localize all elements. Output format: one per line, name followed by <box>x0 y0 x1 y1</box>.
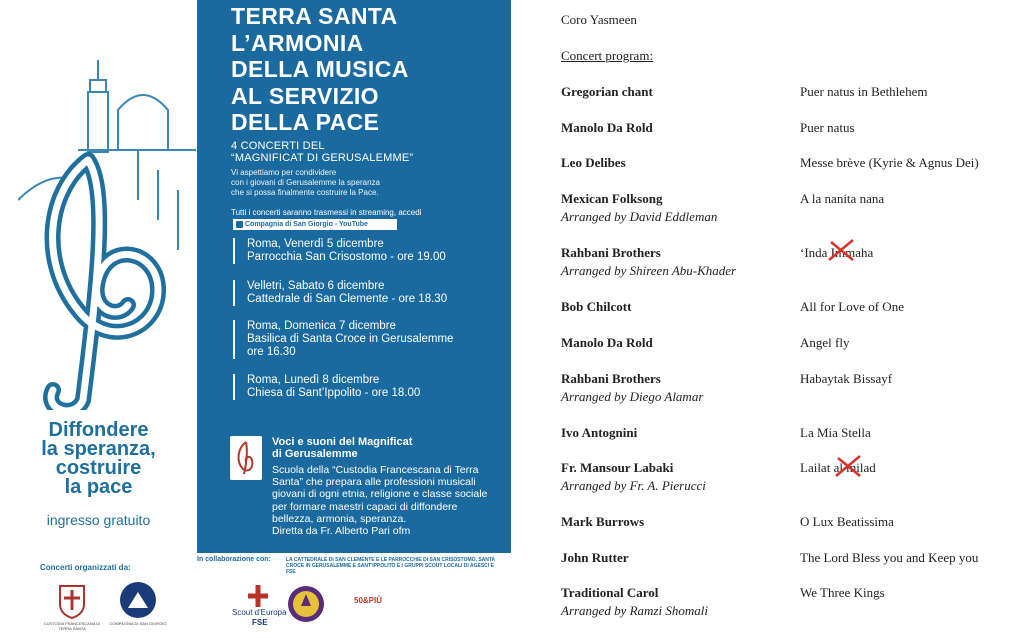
poster-title: TERRA SANTA L’ARMONIA DELLA MUSICA AL SERVIZIO DELLA PACE <box>231 3 409 135</box>
program-piece: Angel fly <box>800 335 850 350</box>
program-piece: The Lord Bless you and Keep you <box>800 550 979 565</box>
scout-label: Scout d'Europa <box>232 608 287 617</box>
event-item: Roma, Lunedì 8 dicembre Chiesa di Sant’Ippolito - ore 18.00 <box>233 374 420 400</box>
handwritten-strike-mark <box>826 238 856 262</box>
program-composer: Gregorian chant <box>561 84 653 99</box>
program-piece: O Lux Beatissima <box>800 514 894 529</box>
program-piece: A la nanita nana <box>800 191 885 206</box>
program-composer: Fr. Mansour Labaki <box>561 460 674 475</box>
fifty-piu-logo: 50&PIÙ <box>354 596 383 605</box>
program-arranger: Arranged by Ramzi Shomali <box>561 603 708 618</box>
program-composer: Rahbani Brothers <box>561 245 661 260</box>
program-composer: Bob Chilcott <box>561 299 632 314</box>
scout-cross-logo <box>246 585 270 607</box>
collab-text: LA CATTEDRALE DI SAN CLEMENTE E LE PARROCCHIE DI SAN CRISOSTOMO, SANTA CROCE IN GERUSALEMME E SANT'IPPOLITO E I GRUPPI SCOUT LOCALI DI AGESCI E FSE <box>286 557 496 575</box>
organizers-label: Concerti organizzati da: <box>40 563 131 572</box>
program-composer: Rahbani Brothers <box>561 371 661 386</box>
event-item: Roma, Domenica 7 dicembre Basilica di Santa Croce in Gerusalemme ore 16.30 <box>233 320 453 359</box>
jerusalem-treble-clef-illustration <box>18 50 196 410</box>
poster-left-strip <box>0 0 197 638</box>
program-composer: Manolo Da Rold <box>561 120 653 135</box>
program-composer: Mexican Folksong <box>561 191 663 206</box>
program-composer: Ivo Antognini <box>561 425 638 440</box>
agesci-logo <box>286 584 326 624</box>
program-piece: Messe brève (Kyrie & Agnus Dei) <box>800 155 979 170</box>
custodia-crest-logo <box>52 580 92 620</box>
program-piece: Lailat al milad <box>800 460 876 475</box>
event-panel <box>197 0 511 553</box>
program-piece: Puer natus <box>800 120 855 135</box>
youtube-channel-link[interactable]: Compagnia di San Giorgio - YouTube <box>233 219 397 230</box>
program-piece: All for Love of One <box>800 299 904 314</box>
program-piece: Habaytak Bissayf <box>800 371 893 386</box>
play-icon <box>236 221 243 228</box>
free-entry: ingresso gratuito <box>46 512 151 528</box>
program-piece: ‘Inda Immaha <box>800 245 874 260</box>
streaming-note: Tutti i concerti saranno trasmessi in streaming, accedi <box>231 208 422 217</box>
program-composer: Traditional Carol <box>561 585 659 600</box>
choir-name: Coro Yasmeen <box>561 12 637 27</box>
program-composer: Mark Burrows <box>561 514 645 529</box>
concerts-subtitle: 4 CONCERTI DEL “MAGNIFICAT DI GERUSALEMME” <box>231 140 414 164</box>
fse-label: FSE <box>252 618 268 627</box>
invite-text: Vi aspettiamo per condividere con i giovani di Gerusalemme la speranza che si possa finalmente costruire la Pace. <box>231 168 380 197</box>
program-piece: La Mia Stella <box>800 425 871 440</box>
collab-label: In collaborazione con: <box>197 556 271 563</box>
compagnia-san-giorgio-logo <box>118 580 158 620</box>
program-arranger: Arranged by Shireen Abu-Khader <box>561 263 737 278</box>
program-arranger: Arranged by Fr. A. Pierucci <box>561 478 706 493</box>
program-arranger: Arranged by Diego Alamar <box>561 389 704 404</box>
voci-description: Scuola della “Custodia Francescana di Terra Santa” che prepara alle professioni musicali giovani di ogni etnia, religione e classe sociale per formare maestri capaci di diffondere bellezza, armonia, speranza. Diretta da Fr. Alberto Pari ofm <box>272 464 488 538</box>
voci-title: Voci e suoni del Magnificat di Gerusalemme <box>272 436 413 460</box>
program-composer: Manolo Da Rold <box>561 335 653 350</box>
event-item: Roma, Venerdì 5 dicembre Parrocchia San Crisostomo - ore 19.00 <box>233 238 446 264</box>
program-piece: Puer natus in Bethlehem <box>800 84 928 99</box>
handwritten-strike-mark <box>833 454 863 478</box>
program-composer: Leo Delibes <box>561 155 626 170</box>
org2-caption: COMPAGNIA DI SAN GIORGIO <box>109 621 167 626</box>
magnificat-logo <box>230 436 262 480</box>
program-heading: Concert program: <box>561 48 654 63</box>
org1-caption: CUSTODIA FRANCESCANA DI TERRA SANTA <box>43 621 101 631</box>
program-piece: We Three Kings <box>800 585 885 600</box>
event-item: Velletri, Sabato 6 dicembre Cattedrale di San Clemente - ore 18.30 <box>233 280 447 306</box>
program-composer: John Rutter <box>561 550 629 565</box>
program-arranger: Arranged by David Eddleman <box>561 209 718 224</box>
slogan: Diffondere la speranza, costruire la pace <box>41 419 156 498</box>
